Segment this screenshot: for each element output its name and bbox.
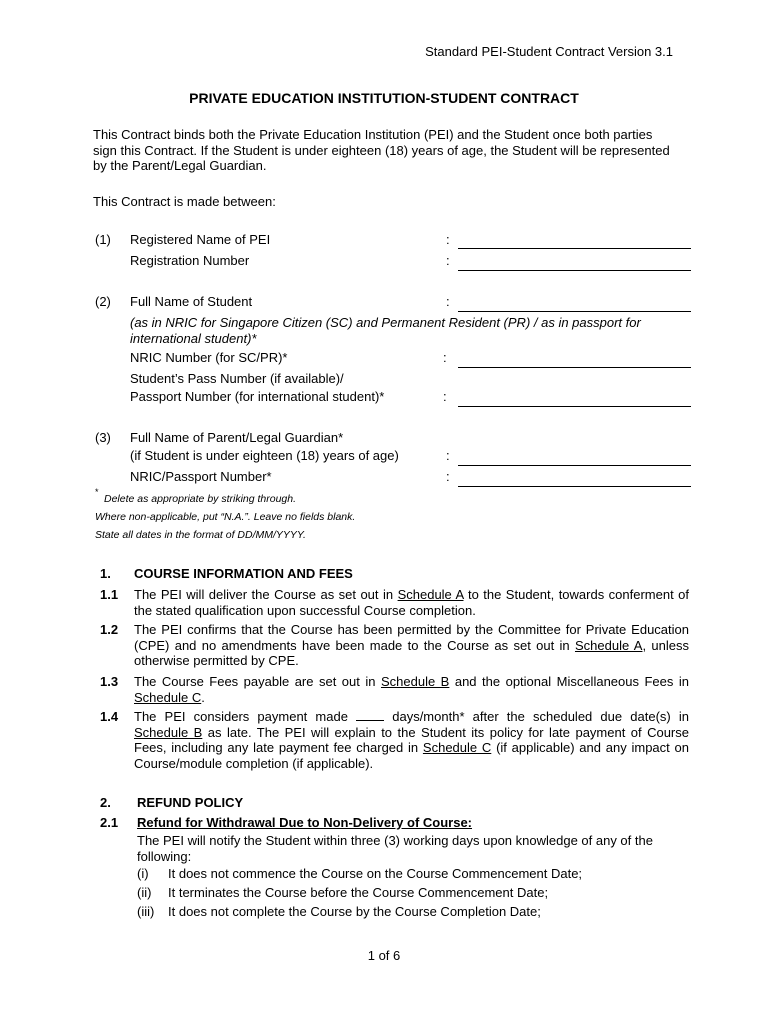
clause-2-1-number: 2.1 <box>100 815 119 830</box>
registration-number-label: Registration Number <box>130 253 250 268</box>
nric-label: NRIC Number (for SC/PR)* <box>130 350 288 365</box>
passport-label: Passport Number (for international student)* <box>130 389 385 404</box>
section1-title: COURSE INFORMATION AND FEES <box>134 566 353 581</box>
list-item: It terminates the Course before the Course Commencement Date; <box>168 885 549 900</box>
schedule-a-link: Schedule A <box>574 637 643 653</box>
list-item-number: (i) <box>137 866 149 881</box>
clause-1-2-text: The PEI confirms that the Course has been permitted by the Committee for Private Education (CPE) and no amendments have been made to the Course as set out in Schedule A, unless otherwise permitted by CPE. <box>134 622 690 668</box>
clause-2-1-text: The PEI will notify the Student within three (3) working days upon knowledge of any of the following: <box>137 833 653 864</box>
colon: : <box>446 469 450 484</box>
schedule-b-link: Schedule B <box>134 724 203 740</box>
section2-title: REFUND POLICY <box>137 795 244 810</box>
clause-1-1-number: 1.1 <box>100 587 119 602</box>
schedule-b-link: Schedule B <box>380 674 450 689</box>
guardian-nric-label: NRIC/Passport Number* <box>130 469 272 484</box>
guardian-nric-field[interactable] <box>458 486 691 487</box>
student-name-field[interactable] <box>458 311 691 312</box>
party1-number: (1) <box>95 232 111 247</box>
student-name-label: Full Name of Student <box>130 294 253 309</box>
late-payment-days-field[interactable] <box>356 709 384 721</box>
list-item: It does not commence the Course on the Course Commencement Date; <box>168 866 583 881</box>
list-item: It does not complete the Course by the Course Completion Date; <box>168 904 541 919</box>
colon: : <box>446 294 450 309</box>
guardian-name-field[interactable] <box>458 465 691 466</box>
made-between-text: This Contract is made between: <box>93 194 276 209</box>
party3-number: (3) <box>95 430 111 445</box>
colon: : <box>443 389 447 404</box>
party2-number: (2) <box>95 294 111 309</box>
clause-2-1-title: Refund for Withdrawal Due to Non-Delivery of Course: <box>137 815 473 830</box>
passport-field[interactable] <box>458 406 691 407</box>
document-version-header: Standard PEI-Student Contract Version 3.1 <box>425 44 673 59</box>
guardian-name-label: Full Name of Parent/Legal Guardian* <box>130 430 344 445</box>
colon: : <box>446 253 450 268</box>
document-title: PRIVATE EDUCATION INSTITUTION-STUDENT CONTRACT <box>189 90 579 106</box>
note-delete: Delete as appropriate by striking through. <box>104 493 297 505</box>
schedule-c-link: Schedule C <box>134 689 202 705</box>
schedule-c-link: Schedule C <box>422 740 492 755</box>
pei-name-label: Registered Name of PEI <box>130 232 271 247</box>
colon: : <box>446 232 450 247</box>
intro-paragraph: This Contract binds both the Private Education Institution (PEI) and the Student once both parties sign this Contract. If the Student is under eighteen (18) years of age, the Student will be represented by the Parent/Legal Guardian. <box>93 127 670 173</box>
list-item-number: (iii) <box>137 904 155 919</box>
clause-1-1-text: The PEI will deliver the Course as set out in Schedule A to the Student, towards conferment of the stated qualification upon successful Course completion. <box>134 587 690 618</box>
note-date-format: State all dates in the format of DD/MM/YYYY. <box>95 529 306 541</box>
student-pass-label: Student’s Pass Number (if available)/ <box>130 371 344 386</box>
note-asterisk: * <box>95 487 99 497</box>
note-not-applicable: Where non-applicable, put “N.A.”. Leave no fields blank. <box>95 511 356 523</box>
clause-1-4-number: 1.4 <box>100 709 119 724</box>
clause-1-4-text: The PEI considers payment made days/month* after the scheduled due date(s) in Schedule B as late. The PEI will explain to the Student its policy for late payment of Course Fees, including any late payment fee charged in Schedule C (if applicable) and any impact on Course/module completion (if applicable). <box>134 709 690 771</box>
list-item-number: (ii) <box>137 885 152 900</box>
clause-1-2-number: 1.2 <box>100 622 119 637</box>
registration-number-field[interactable] <box>458 270 691 271</box>
section1-number: 1. <box>100 566 111 581</box>
guardian-name-sublabel: (if Student is under eighteen (18) years of age) <box>130 448 399 463</box>
section2-number: 2. <box>100 795 111 810</box>
schedule-a-link: Schedule A <box>397 587 464 602</box>
page-number: 1 of 6 <box>367 948 401 963</box>
colon: : <box>443 350 447 365</box>
clause-1-3-number: 1.3 <box>100 674 119 689</box>
clause-1-3-text: The Course Fees payable are set out in Schedule B and the optional Miscellaneous Fees in Schedule C. <box>134 674 689 705</box>
pei-name-field[interactable] <box>458 248 691 249</box>
student-name-note: (as in NRIC for Singapore Citizen (SC) and Permanent Resident (PR) / as in passport for international student)* <box>130 315 641 346</box>
nric-field[interactable] <box>458 367 691 368</box>
colon: : <box>446 448 450 463</box>
